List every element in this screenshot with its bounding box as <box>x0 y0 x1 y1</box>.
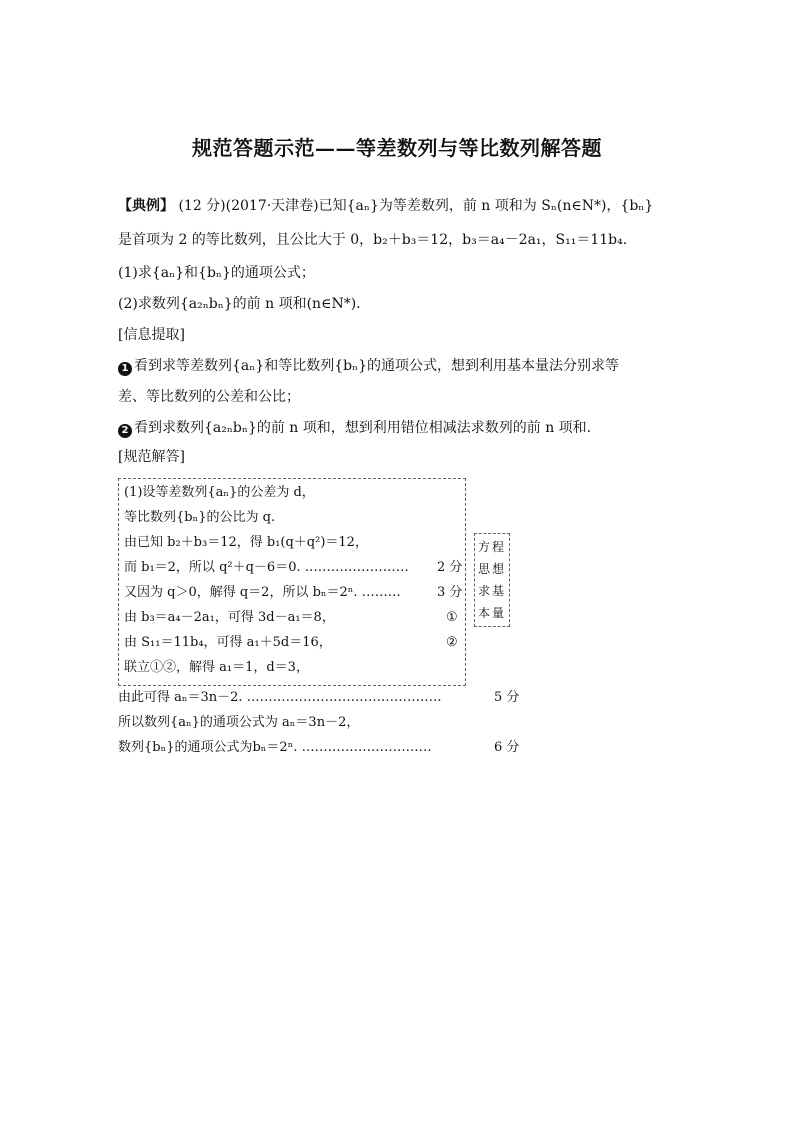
side-note-1: 方程 <box>477 540 506 554</box>
equation-mark-1: ① <box>446 610 458 625</box>
solution-line-9: 由此可得 aₙ＝3n－2. ……………………………………… <box>118 690 442 705</box>
example-line-2: 是首项为 2 的等比数列，且公比大于 0，b₂＋b₃＝12，b₃＝a₄－2a₁，S₁₁＝11b₄. <box>118 232 628 248</box>
solution-line-10: 所以数列{aₙ}的通项公式为 aₙ＝3n－2， <box>118 715 360 730</box>
example-text-1: (12 分)(2017·天津卷)已知{aₙ}为等差数列，前 n 项和为 Sₙ(n∈N*)，{bₙ} <box>174 198 654 214</box>
score-3: 3 分 <box>437 585 463 600</box>
example-tag: 【典例】 <box>118 198 174 214</box>
solution-line-3: 由已知 b₂＋b₃＝12，得 b₁(q＋q²)＝12， <box>124 535 368 550</box>
side-note-box <box>474 533 510 627</box>
info-point-2 <box>118 418 591 438</box>
score-6: 6 分 <box>494 740 520 755</box>
info-point-1 <box>118 356 619 376</box>
score-2: 2 分 <box>437 560 463 575</box>
solution-line-11: 数列{bₙ}的通项公式为bₙ＝2ⁿ. ………………………… <box>118 740 432 755</box>
answer-header: [规范解答] <box>118 449 185 465</box>
solution-line-1: (1)设等差数列{aₙ}的公差为 d， <box>124 485 315 500</box>
marker-2-icon: 2 <box>118 424 132 438</box>
side-note-3: 求基 <box>477 584 506 598</box>
question-1: (1)求{aₙ}和{bₙ}的通项公式； <box>118 265 315 281</box>
info-point-1-text: 看到求等差数列{aₙ}和等比数列{bₙ}的通项公式，想到利用基本量法分别求等 <box>134 358 620 374</box>
solution-line-6: 由 b₃＝a₄－2a₁，可得 3d－a₁＝8， <box>124 610 335 625</box>
solution-line-8: 联立①②，解得 a₁＝1，d＝3， <box>124 660 309 675</box>
info-point-1-cont: 差、等比数列的公差和公比； <box>118 389 300 405</box>
solution-line-4: 而 b₁＝2，所以 q²＋q－6＝0. …………………… <box>124 560 409 575</box>
example-line-1 <box>118 196 653 216</box>
side-note-2: 思想 <box>477 562 506 576</box>
marker-1-icon: 1 <box>118 362 132 376</box>
question-2: (2)求数列{a₂ₙbₙ}的前 n 项和(n∈N*). <box>118 296 361 312</box>
score-5: 5 分 <box>494 690 520 705</box>
equation-mark-2: ② <box>446 635 458 650</box>
side-note-4: 本量 <box>477 606 506 620</box>
page-title: 规范答题示范——等差数列与等比数列解答题 <box>192 136 602 160</box>
solution-line-5: 又因为 q＞0，解得 q＝2，所以 bₙ＝2ⁿ. ……… <box>124 585 401 600</box>
solution-line-2: 等比数列{bₙ}的公比为 q. <box>124 510 276 525</box>
info-header: [信息提取] <box>118 327 185 343</box>
info-point-2-text: 看到求数列{a₂ₙbₙ}的前 n 项和，想到利用错位相减法求数列的前 n 项和. <box>134 420 592 436</box>
solution-line-7: 由 S₁₁＝11b₄，可得 a₁＋5d＝16， <box>124 635 332 650</box>
